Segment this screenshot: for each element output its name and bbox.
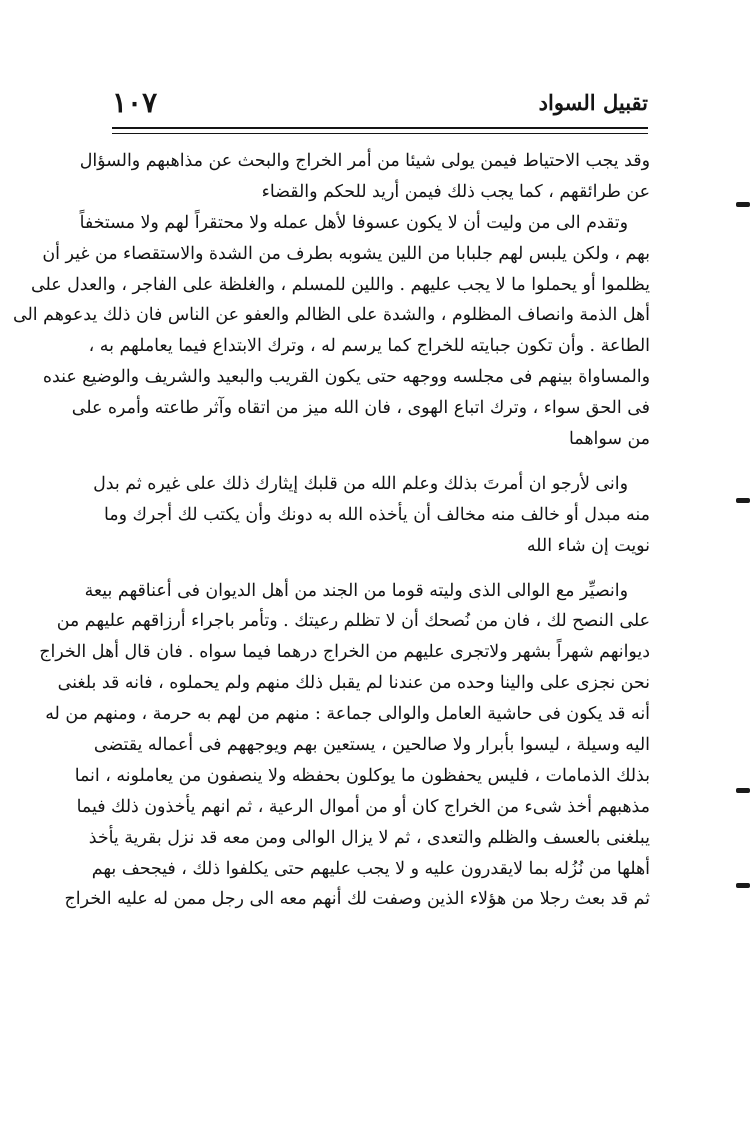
text-line: اليه وسيلة ، ليسوا بأبرار ولا صالحين ، يستعين بهم ويوجههم فى أعماله يقتضى: [93, 735, 650, 756]
header-rule-thin: [112, 133, 648, 134]
text-line: مذهبهم أخذ شىء من الخراج كان أو من أموال الرعية ، ثم انهم يأخذون ذلك فيما: [76, 796, 650, 817]
body-text: [13, 146, 650, 915]
page-header: [112, 82, 648, 122]
text-line: وتقدم الى من وليت أن لا يكون عسوفا لأهل عمله ولا محتقراً لهم ولا مستخفاً: [79, 212, 628, 233]
text-line: نويت إن شاء الله: [526, 535, 650, 556]
text-line: بذلك الذمامات ، فليس يحفظون ما يوكلون بحفظه ولا ينصفون من يعاملونه ، انما: [74, 765, 650, 786]
paragraph-1: [79, 146, 650, 208]
edge-mark: [736, 883, 750, 888]
text-line: من سواهما: [569, 429, 650, 450]
text-line: وانصيِّر مع الوالى الذى وليته قوما من الجند من أهل الديوان فى أعناقهم بيعة: [84, 580, 628, 601]
text-line: يبلغنى بالعسف والظلم والتعدى ، ثم لا يزال الوالى ومن معه قد نزل بقرية يأخذ: [88, 827, 650, 848]
paragraph-4: [39, 576, 650, 916]
paragraph-3: [93, 469, 650, 562]
page-number: ١٠٧: [112, 85, 158, 119]
text-line: والمساواة بينهم فى مجلسه ووجهه حتى يكون القريب والبعيد والشريف والوضيع عنده: [42, 367, 650, 388]
paragraph-2: [13, 208, 650, 455]
text-line: ثم قد بعث رجلا من هؤلاء الذين وصفت لك أنهم معه الى رجل ممن له عليه الخراج: [64, 889, 650, 910]
edge-mark: [736, 788, 750, 793]
text-line: أنه قد يكون فى حاشية العامل والوالى جماعة : منهم من لهم به حرمة ، ومنهم من له: [45, 704, 650, 725]
text-line: نحن نجزى على والينا وحده من عندنا لم يقبل ذلك منهم ولم يحملوه ، فانه قد بلغنى: [57, 673, 650, 694]
running-title: تقبيل السواد: [538, 89, 648, 115]
text-line: أهل الذمة وانصاف المظلوم ، والشدة على الظالم والعفو عن الناس فان ذلك يدعوهم الى: [13, 305, 650, 326]
text-line: على النصح لك ، فان من نُصحك أن لا تظلم رعيتك . وتأمر باجراء أرزاقهم عليهم من: [56, 611, 650, 632]
text-line: منه مبدل أو خالف منه مخالف أن يأخذه الله به دونك وأن يكتب لك أجرك وما: [104, 504, 650, 525]
text-line: وقد يجب الاحتياط فيمن يولى شيئا من أمر الخراج والبحث عن مذاهبهم والسؤال: [79, 151, 650, 171]
paragraph-gap: [104, 562, 650, 576]
header-rule-thick: [112, 127, 648, 129]
text-line: فى الحق سواء ، وترك اتباع الهوى ، فان الله ميز من اتقاه وآثر طاعته وأمره على: [71, 398, 650, 419]
text-line: بهم ، ولكن يلبس لهم جلبابا من اللين يشوبه بطرف من الشدة والاستقصاء من غير أن: [42, 243, 650, 264]
text-line: وانى لأرجو ان أمرتَ بذلك وعلم الله من قلبك إيثارك ذلك على غيره ثم بدل: [93, 473, 628, 494]
edge-mark: [736, 202, 750, 207]
text-line: أهلها من نُزُله بما لايقدرون عليه و لا يجب عليهم حتى يكلفوا ذلك ، فيجحف بهم: [91, 858, 650, 879]
text-line: يظلموا أو يحملوا ما لا يجب عليهم . واللين للمسلم ، والغلظة على الفاجر ، والعدل على: [30, 274, 650, 295]
text-line: الطاعة . وأن تكون جبايته للخراج كما يرسم له ، وترك الابتداع فيما يعاملهم به ،: [88, 336, 650, 357]
edge-mark: [736, 498, 750, 503]
text-line: عن طرائقهم ، كما يجب ذلك فيمن أريد للحكم والقضاء: [261, 181, 650, 202]
text-line: ديوانهم شهراً بشهر ولاتجرى عليهم من الخراج درهما فيما سواه . فان قال أهل الخراج: [39, 642, 650, 663]
paragraph-gap: [104, 455, 650, 469]
